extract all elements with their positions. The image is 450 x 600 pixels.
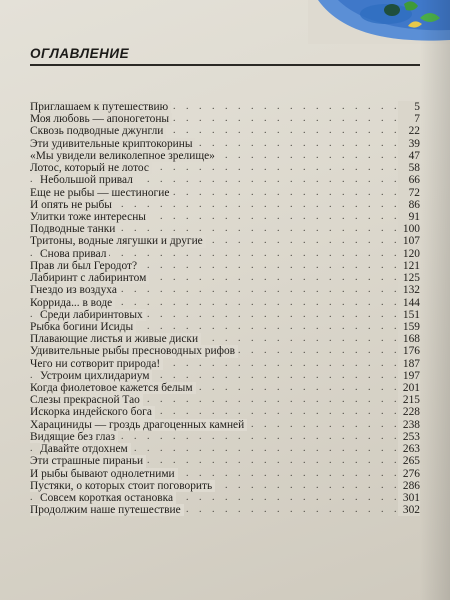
toc-entry	[30, 248, 420, 260]
toc-entry-title: И рыбы бывают однолетними	[30, 468, 178, 480]
toc-entry-page-number: 263	[398, 443, 420, 455]
toc-entry-page-number: 201	[398, 382, 420, 394]
toc-entry-page-number: 302	[398, 504, 420, 516]
toc-entry-title: Среди лабиринтовых	[40, 309, 146, 321]
corner-illustration	[308, 0, 450, 44]
toc-entry	[30, 333, 420, 345]
toc-entry-page-number: 176	[398, 345, 420, 357]
toc-entry	[30, 297, 420, 309]
toc-entry-page-number: 159	[398, 321, 420, 333]
toc-entry-title: Продолжим наше путешествие	[30, 504, 184, 516]
toc-entry-title: Эти удивительные криптокорины	[30, 138, 195, 150]
toc-entry-title: «Мы увидели великолепное зрелище»	[30, 150, 218, 162]
toc-entry-title: Приглашаем к путешествию	[30, 101, 171, 113]
toc-entry	[30, 455, 420, 467]
toc-entry-title: Снова привал	[40, 248, 109, 260]
toc-entry-page-number: 286	[398, 480, 420, 492]
toc-entry-title: Улитки тоже интересны	[30, 211, 149, 223]
toc-entry-page-number: 168	[398, 333, 420, 345]
toc-entry-title: Чего ни сотворит природа!	[30, 358, 163, 370]
toc-entry-title: Подводные танки	[30, 223, 118, 235]
page-title: ОГЛАВЛЕНИЕ	[30, 46, 130, 61]
toc-entry	[30, 504, 420, 516]
toc-entry-title: Совсем короткая остановка	[40, 492, 176, 504]
toc-entry-page-number: 39	[398, 138, 420, 150]
toc-entry	[30, 492, 420, 504]
toc-entry-page-number: 144	[398, 297, 420, 309]
toc-entry-page-number: 121	[398, 260, 420, 272]
toc-entry	[30, 174, 420, 186]
toc-entry	[30, 162, 420, 174]
toc-entry-page-number: 265	[398, 455, 420, 467]
toc-entry-title: И опять не рыбы	[30, 199, 115, 211]
toc-entry-title: Харациниды — гроздь драгоценных камней	[30, 419, 247, 431]
toc-entry-title: Лабиринт с лабиринтом	[30, 272, 149, 284]
toc-entry-page-number: 47	[398, 150, 420, 162]
toc-entry	[30, 431, 420, 443]
toc-entry-page-number: 72	[398, 187, 420, 199]
toc-entry-page-number: 253	[398, 431, 420, 443]
toc-entry	[30, 406, 420, 418]
toc-entry-title: Видящие без глаз	[30, 431, 118, 443]
toc-entry-page-number: 238	[398, 419, 420, 431]
toc-entry-page-number: 86	[398, 199, 420, 211]
toc-entry	[30, 345, 420, 357]
toc-entry-page-number: 7	[398, 113, 420, 125]
toc-entry	[30, 382, 420, 394]
toc-entry	[30, 187, 420, 199]
toc-entry-page-number: 197	[398, 370, 420, 382]
table-of-contents	[30, 101, 420, 516]
toc-entry	[30, 370, 420, 382]
toc-entry	[30, 211, 420, 223]
toc-entry-page-number: 5	[398, 101, 420, 113]
toc-entry-page-number: 151	[398, 309, 420, 321]
toc-entry-page-number: 301	[398, 492, 420, 504]
toc-entry-title: Лотос, который не лотос	[30, 162, 152, 174]
toc-entry-page-number: 66	[398, 174, 420, 186]
toc-entry-title: Небольшой привал	[40, 174, 136, 186]
toc-entry-page-number: 215	[398, 394, 420, 406]
toc-entry-title: Коррида... в воде	[30, 297, 115, 309]
toc-entry-title: Слезы прекрасной Тао	[30, 394, 143, 406]
toc-entry	[30, 284, 420, 296]
toc-entry	[30, 468, 420, 480]
toc-entry	[30, 260, 420, 272]
toc-entry-title: Еще не рыбы — шестиногие	[30, 187, 172, 199]
toc-entry-page-number: 91	[398, 211, 420, 223]
toc-entry-page-number: 125	[398, 272, 420, 284]
toc-entry-page-number: 100	[398, 223, 420, 235]
toc-entry	[30, 138, 420, 150]
toc-entry-title: Прав ли был Геродот?	[30, 260, 140, 272]
toc-entry	[30, 419, 420, 431]
toc-entry-title: Тритоны, водные лягушки и другие	[30, 235, 206, 247]
toc-entry-title: Рыбка богини Исиды	[30, 321, 136, 333]
toc-entry-page-number: 22	[398, 125, 420, 137]
toc-entry	[30, 199, 420, 211]
toc-entry-title: Пустяки, о которых стоит поговорить	[30, 480, 215, 492]
toc-entry-title: Гнездо из воздуха	[30, 284, 120, 296]
toc-entry-page-number: 132	[398, 284, 420, 296]
toc-entry-page-number: 107	[398, 235, 420, 247]
toc-entry	[30, 150, 420, 162]
toc-entry-title: Давайте отдохнем	[40, 443, 131, 455]
toc-entry	[30, 235, 420, 247]
toc-entry	[30, 321, 420, 333]
toc-entry	[30, 223, 420, 235]
toc-entry	[30, 309, 420, 321]
toc-entry-title: Удивительные рыбы пресноводных рифов	[30, 345, 238, 357]
toc-entry-page-number: 58	[398, 162, 420, 174]
toc-entry	[30, 272, 420, 284]
toc-entry	[30, 480, 420, 492]
toc-entry	[30, 358, 420, 370]
toc-entry	[30, 125, 420, 137]
toc-entry-page-number: 276	[398, 468, 420, 480]
toc-entry	[30, 394, 420, 406]
toc-entry-title: Моя любовь — апоногетоны	[30, 113, 172, 125]
toc-entry-title: Когда фиолетовое кажется белым	[30, 382, 196, 394]
toc-entry-title: Искорка индейского бога	[30, 406, 155, 418]
toc-entry-title: Плавающие листья и живые диски	[30, 333, 201, 345]
toc-entry	[30, 101, 420, 113]
toc-entry	[30, 443, 420, 455]
toc-entry-page-number: 187	[398, 358, 420, 370]
toc-entry	[30, 113, 420, 125]
toc-entry-page-number: 228	[398, 406, 420, 418]
heading-rule	[30, 64, 420, 66]
toc-entry-title: Сквозь подводные джунгли	[30, 125, 166, 137]
toc-entry-page-number: 120	[398, 248, 420, 260]
toc-entry-title: Эти страшные пираньи	[30, 455, 146, 467]
toc-entry-title: Устроим цихлидариум	[40, 370, 152, 382]
